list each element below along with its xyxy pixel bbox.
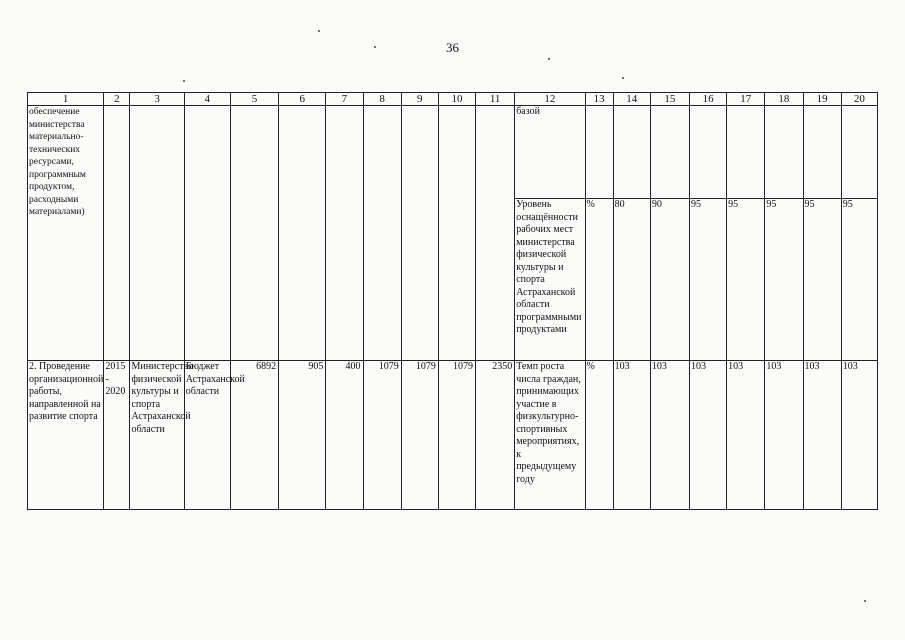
finance-value: 1079: [401, 361, 438, 510]
col-header: 18: [765, 93, 803, 106]
finance-value: 6892: [230, 361, 278, 510]
indicator-name: Темп роста числа граждан, принимающих участие в физкультурно-спортивных мероприятиях, к предыдущему году: [515, 361, 585, 510]
target-value: 90: [650, 199, 689, 361]
col-header: 7: [326, 93, 363, 106]
target-value: 95: [690, 199, 727, 361]
col-header: 14: [613, 93, 650, 106]
target-value: 95: [841, 199, 877, 361]
indicator-name: Уровень оснащённости рабочих мест министерства физической культуры и спорта Астраханской области программными продуктами: [515, 199, 585, 361]
target-value: 103: [841, 361, 877, 510]
target-value: 103: [765, 361, 803, 510]
col-header: 6: [279, 93, 326, 106]
target-value: 103: [803, 361, 841, 510]
target-value: 103: [650, 361, 689, 510]
scan-speck: [622, 77, 624, 79]
col-header: 8: [363, 93, 401, 106]
target-value: 103: [613, 361, 650, 510]
col-header: 10: [438, 93, 475, 106]
finance-value: 400: [326, 361, 363, 510]
target-value: 95: [765, 199, 803, 361]
col-header: 11: [476, 93, 515, 106]
col-header: 1: [28, 93, 104, 106]
unit-cell: %: [585, 199, 613, 361]
col-header: 16: [690, 93, 727, 106]
target-value: 95: [803, 199, 841, 361]
measure-description: 2. Проведение организационной работы, направленной на развитие спорта: [28, 361, 104, 510]
target-value: 103: [690, 361, 727, 510]
target-value: 80: [613, 199, 650, 361]
scan-speck: [548, 58, 550, 60]
executor-cell: Министерство физической культуры и спорта Астраханской области: [130, 361, 184, 510]
col-header: 20: [841, 93, 877, 106]
col-header: 3: [130, 93, 184, 106]
scan-speck: [318, 30, 320, 32]
col-header: 4: [184, 93, 230, 106]
page-number: 36: [446, 40, 459, 55]
indicator-name: базой: [515, 106, 585, 199]
scan-speck: [183, 80, 185, 82]
col-header: 12: [515, 93, 585, 106]
source-cell: Бюджет Астраханской области: [184, 361, 230, 510]
col-header: 13: [585, 93, 613, 106]
col-header: 2: [104, 93, 130, 106]
col-header: 15: [650, 93, 689, 106]
table-row: [28, 106, 878, 199]
finance-value: 2350: [476, 361, 515, 510]
scan-speck: [864, 600, 866, 602]
col-header: 19: [803, 93, 841, 106]
col-header: 5: [230, 93, 278, 106]
finance-value: 1079: [363, 361, 401, 510]
col-header: 9: [401, 93, 438, 106]
measure-description: обеспечение министерства материально-технических ресурсами, программным продуктом, расходными материалами): [28, 106, 104, 361]
target-value: 103: [727, 361, 765, 510]
table-row: [28, 361, 878, 510]
target-value: 95: [727, 199, 765, 361]
program-table: [27, 92, 878, 510]
scan-speck: [374, 46, 376, 48]
header-row: [28, 93, 878, 106]
finance-value: 1079: [438, 361, 475, 510]
years-cell: 2015 - 2020: [104, 361, 130, 510]
finance-value: 905: [279, 361, 326, 510]
col-header: 17: [727, 93, 765, 106]
unit-cell: %: [585, 361, 613, 510]
